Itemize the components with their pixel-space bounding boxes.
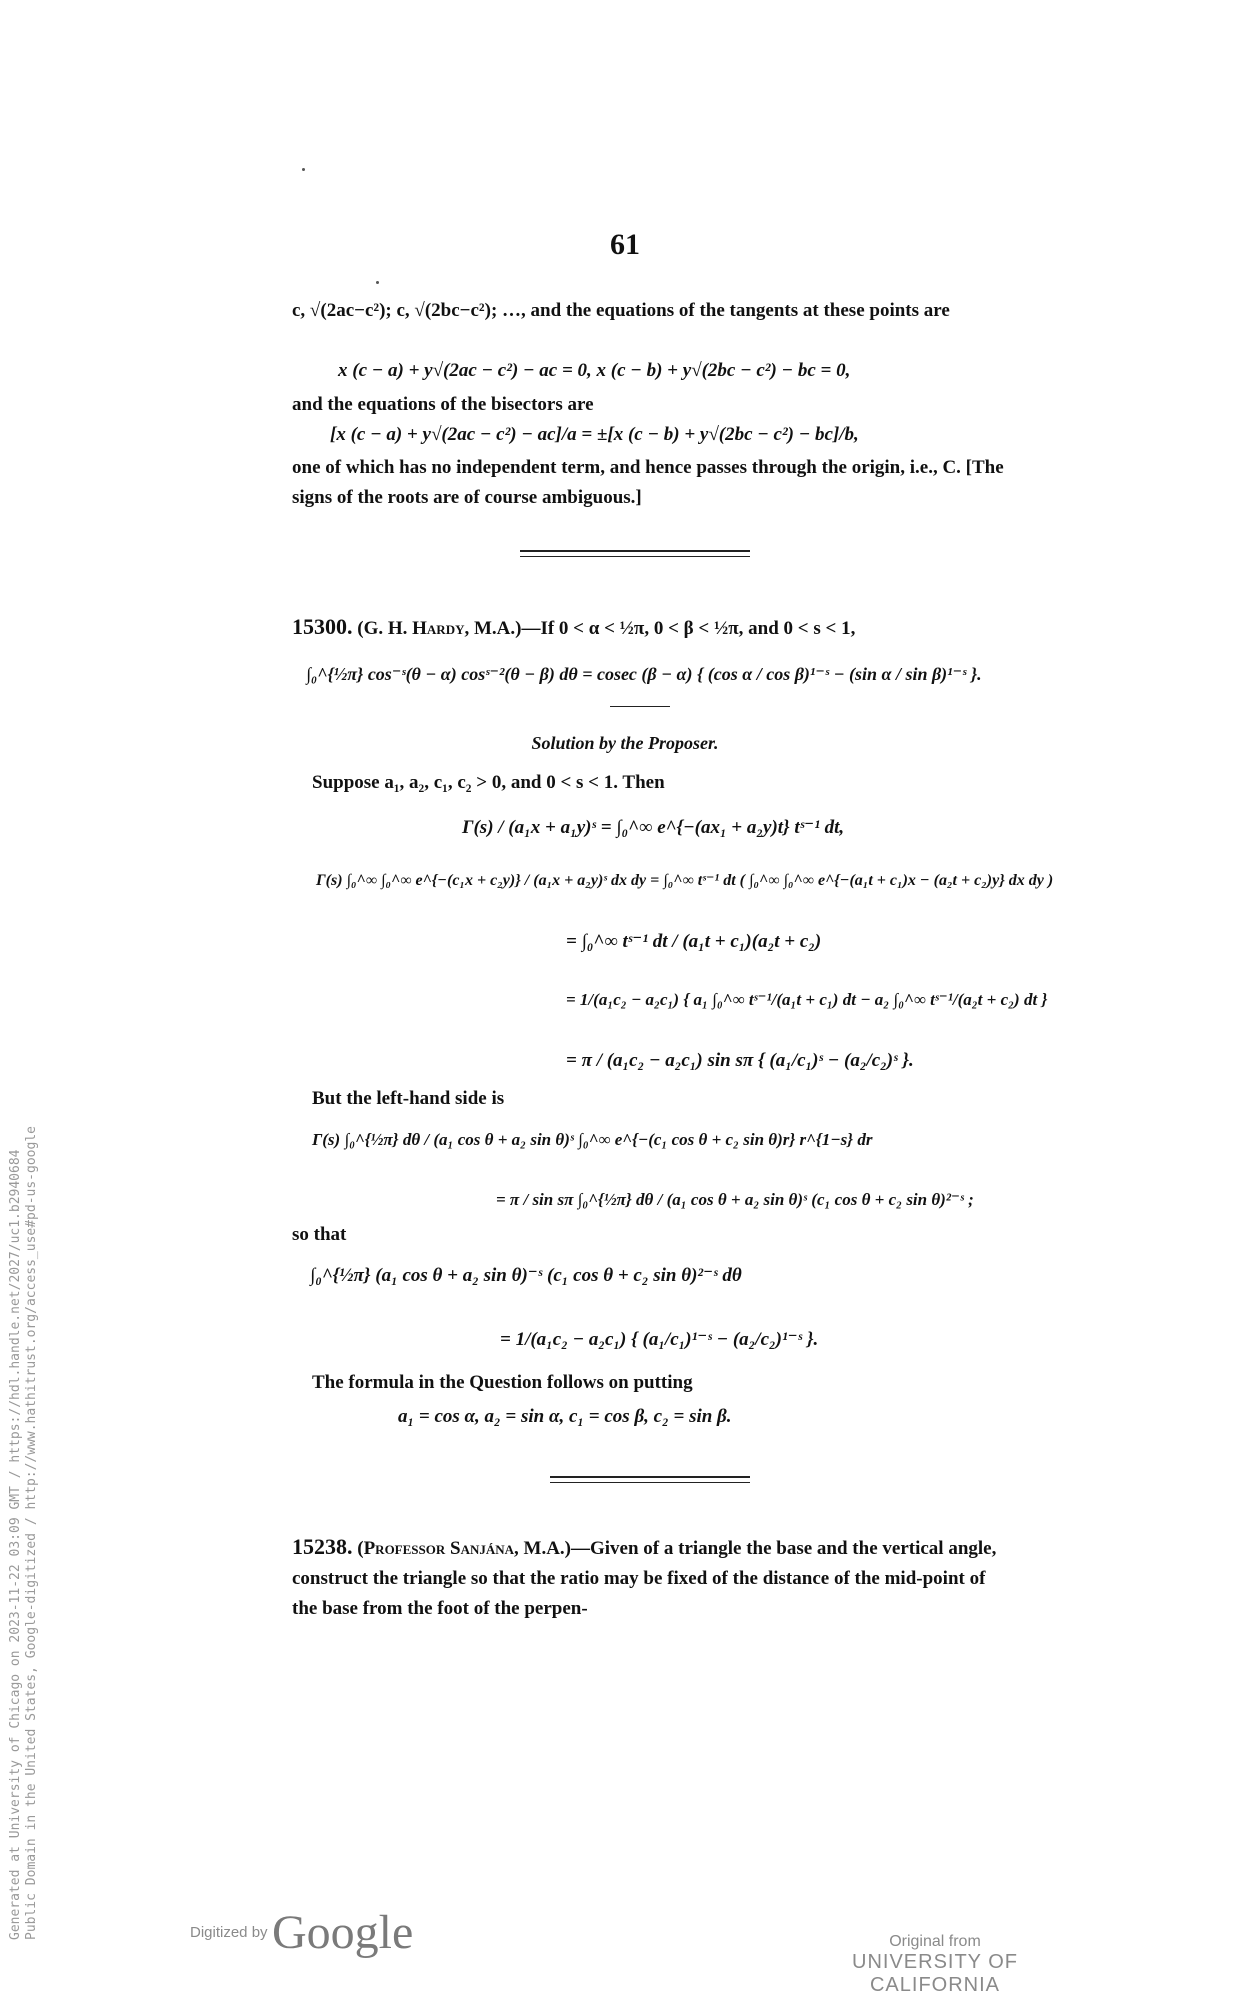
problem-15300-header (292, 612, 1004, 644)
digitized-by-google (190, 1905, 413, 1960)
intro-line-3: one of which has no independent term, and hence passes through the origin, i.e., C. [The signs of the roots are of course ambiguous.] (292, 457, 1004, 508)
problem-author: (Professor Sanjána, M.A.) (357, 1538, 571, 1559)
tangent-equations: x (c − a) + y√(2ac − c²) − ac = 0, x (c − b) + y√(2bc − c²) − bc = 0, (338, 360, 851, 381)
problem-number: 15300. (292, 614, 353, 639)
solution-eq-2: Γ(s) ∫₀^∞ ∫₀^∞ e^{−(c₁x + c₂y)} / (a₁x + a₂y)ˢ dx dy = ∫₀^∞ tˢ⁻¹ dt ( ∫₀^∞ ∫₀^∞ e^{−(a₁t + c₁)x − (a₂t + c₂)y} dx dy ) (316, 872, 1054, 889)
solution-eq-1: Γ(s) / (a₁x + a₁y)ˢ = ∫₀^∞ e^{−(ax₁ + a₂y)t} tˢ⁻¹ dt, (462, 817, 845, 838)
intro-line-2: and the equations of the bisectors are (292, 394, 594, 415)
solution-eq-3: = ∫₀^∞ tˢ⁻¹ dt / (a₁t + c₁)(a₂t + c₂) (566, 931, 822, 952)
solution-eq-7: = π / sin sπ ∫₀^{½π} dθ / (a₁ cos θ + a₂ sin θ)ˢ (c₁ cos θ + c₂ sin θ)²⁻ˢ ; (496, 1190, 974, 1209)
solution-suppose: Suppose a₁, a₂, c₁, c₂ > 0, and 0 < s < 1. Then (312, 772, 665, 793)
page-number: 61 (610, 228, 640, 261)
google-logo: Google (272, 1906, 414, 1959)
side-note-line-1: Generated at University of Chicago on 2023-11-22 03:09 GMT / https://hdl.handle.net/2027/uc1.b2940684 (8, 1149, 23, 1940)
scan-speck (376, 281, 379, 284)
problem-15238 (292, 1532, 1004, 1624)
solution-eq-8: ∫₀^{½π} (a₁ cos θ + a₂ sin θ)⁻ˢ (c₁ cos θ + c₂ sin θ)²⁻ˢ dθ (310, 1265, 742, 1286)
solution-heading: Solution by the Proposer. (531, 733, 719, 753)
solution-but: But the left-hand side is (312, 1088, 505, 1109)
problem-integral: ∫₀^{½π} cos⁻ˢ(θ − α) cosˢ⁻²(θ − β) dθ = cosec (β − α) { (cos α / cos β)¹⁻ˢ − (sin α / sin β)¹⁻ˢ }. (306, 664, 982, 684)
solution-eq-6: Γ(s) ∫₀^{½π} dθ / (a₁ cos θ + a₂ sin θ)ˢ ∫₀^∞ e^{−(c₁ cos θ + c₂ sin θ)r} r^{1−s} dr (312, 1130, 873, 1149)
university-label: UNIVERSITY OF CALIFORNIA (852, 1951, 1018, 1996)
original-from (785, 1933, 1085, 1997)
problem-statement: —If 0 < α < ½π, 0 < β < ½π, and 0 < s < 1, (521, 618, 856, 639)
digitized-by-label: Digitized by (190, 1924, 268, 1941)
bisector-equation: [x (c − a) + y√(2ac − c²) − ac]/a = ±[x (c − b) + y√(2bc − c²) − bc]/b, (330, 424, 859, 445)
solution-so-that: so that (292, 1224, 347, 1245)
section-divider (520, 556, 750, 557)
section-divider (550, 1482, 750, 1483)
intro-line-1: c, √(2ac−c²); c, √(2bc−c²); …, and the equations of the tangents at these points are (292, 300, 950, 321)
problem-author: (G. H. Hardy, M.A.) (357, 618, 522, 639)
hathitrust-side-note (8, 1126, 40, 1940)
problem-number: 15238. (292, 1534, 353, 1559)
scan-speck (302, 168, 305, 171)
solution-eq-5: = π / (a₁c₂ − a₂c₁) sin sπ { (a₁/c₁)ˢ − (a₂/c₂)ˢ }. (566, 1050, 914, 1071)
solution-formula-follows: The formula in the Question follows on putting (312, 1372, 693, 1393)
short-divider (610, 706, 670, 707)
section-divider (550, 1476, 750, 1478)
solution-eq-9: = 1/(a₁c₂ − a₂c₁) { (a₁/c₁)¹⁻ˢ − (a₂/c₂)¹⁻ˢ }. (500, 1329, 819, 1350)
section-divider (520, 550, 750, 552)
solution-substitution: a₁ = cos α, a₂ = sin α, c₁ = cos β, c₂ = sin β. (398, 1406, 732, 1427)
problem-statement: —Given of a triangle the base and the vertical angle, construct the triangle so that the ratio may be fixed of the distance of the mid-point of the base from the foot of the perpen- (292, 1538, 997, 1619)
original-from-label: Original from (889, 1933, 981, 1950)
solution-eq-4: = 1/(a₁c₂ − a₂c₁) { a₁ ∫₀^∞ tˢ⁻¹/(a₁t + c₁) dt − a₂ ∫₀^∞ tˢ⁻¹/(a₂t + c₂) dt } (566, 990, 1048, 1009)
side-note-line-2: Public Domain in the United States, Google-digitized / http://www.hathitrust.org/access_use#pd-us-google (24, 1126, 39, 1940)
